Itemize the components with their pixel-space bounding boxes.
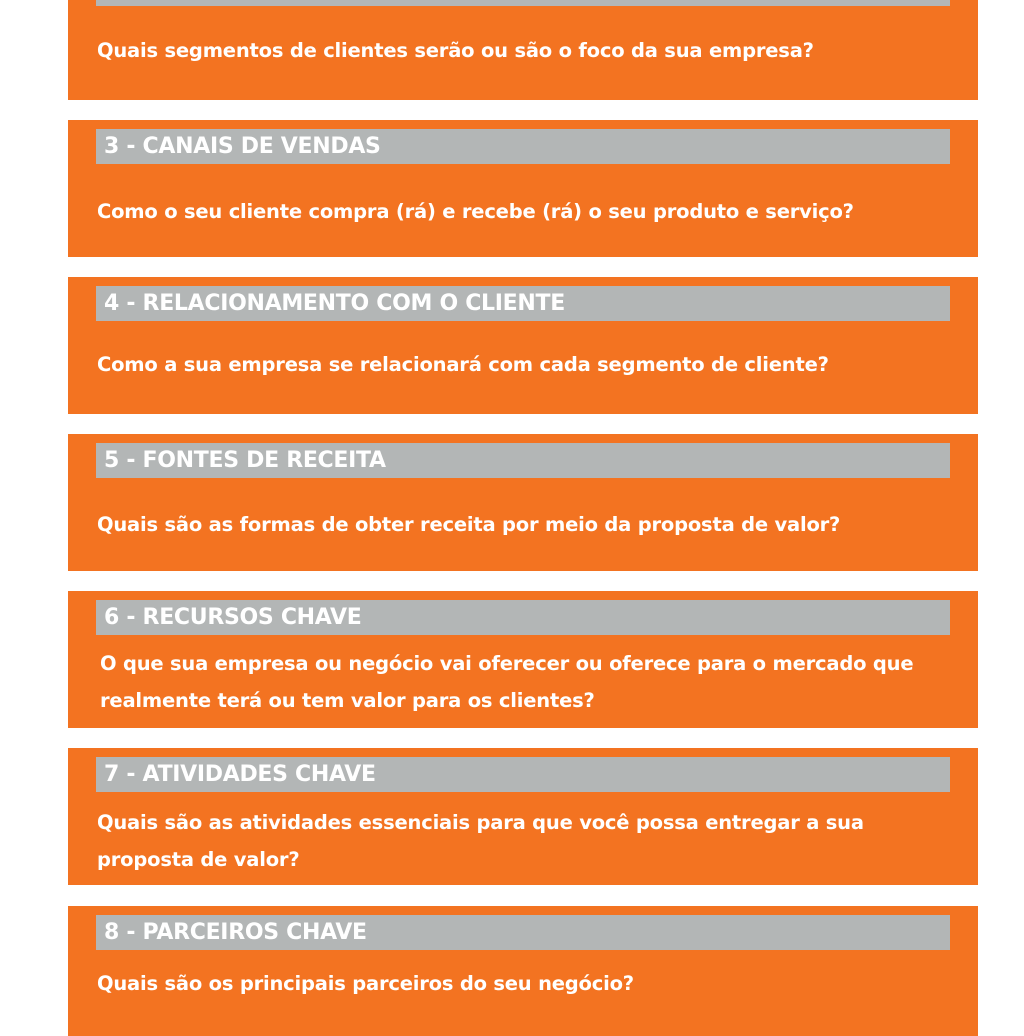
card-header: 4 - RELACIONAMENTO COM O CLIENTE xyxy=(96,286,950,321)
card-header: 7 - ATIVIDADES CHAVE xyxy=(96,757,950,792)
card-question: Como o seu cliente compra (rá) e recebe (rá) o seu produto e serviço? xyxy=(97,200,854,223)
card-relacionamento-com-o-cliente xyxy=(68,277,978,414)
card-parceiros-chave xyxy=(68,906,978,1036)
card-question: Como a sua empresa se relacionará com cada segmento de cliente? xyxy=(97,353,829,376)
card-header xyxy=(96,0,950,6)
card-fontes-de-receita xyxy=(68,434,978,571)
card-question: O que sua empresa ou negócio vai oferecer ou oferece para o mercado que realmente terá ou tem valor para os clientes? xyxy=(100,652,914,712)
card-question: Quais são as formas de obter receita por meio da proposta de valor? xyxy=(97,513,841,536)
card-header: 5 - FONTES DE RECEITA xyxy=(96,443,950,478)
card-question: Quais segmentos de clientes serão ou são o foco da sua empresa? xyxy=(97,39,814,62)
card-canais-de-vendas xyxy=(68,120,978,257)
card-question: Quais são os principais parceiros do seu negócio? xyxy=(97,972,634,995)
card-header: 8 - PARCEIROS CHAVE xyxy=(96,915,950,950)
card-atividades-chave xyxy=(68,748,978,885)
card-segmentos-de-clientes xyxy=(68,0,978,100)
card-recursos-chave xyxy=(68,591,978,728)
card-header: 3 - CANAIS DE VENDAS xyxy=(96,129,950,164)
card-question: Quais são as atividades essenciais para que você possa entregar a sua proposta de valor? xyxy=(97,811,864,871)
card-header: 6 - RECURSOS CHAVE xyxy=(96,600,950,635)
